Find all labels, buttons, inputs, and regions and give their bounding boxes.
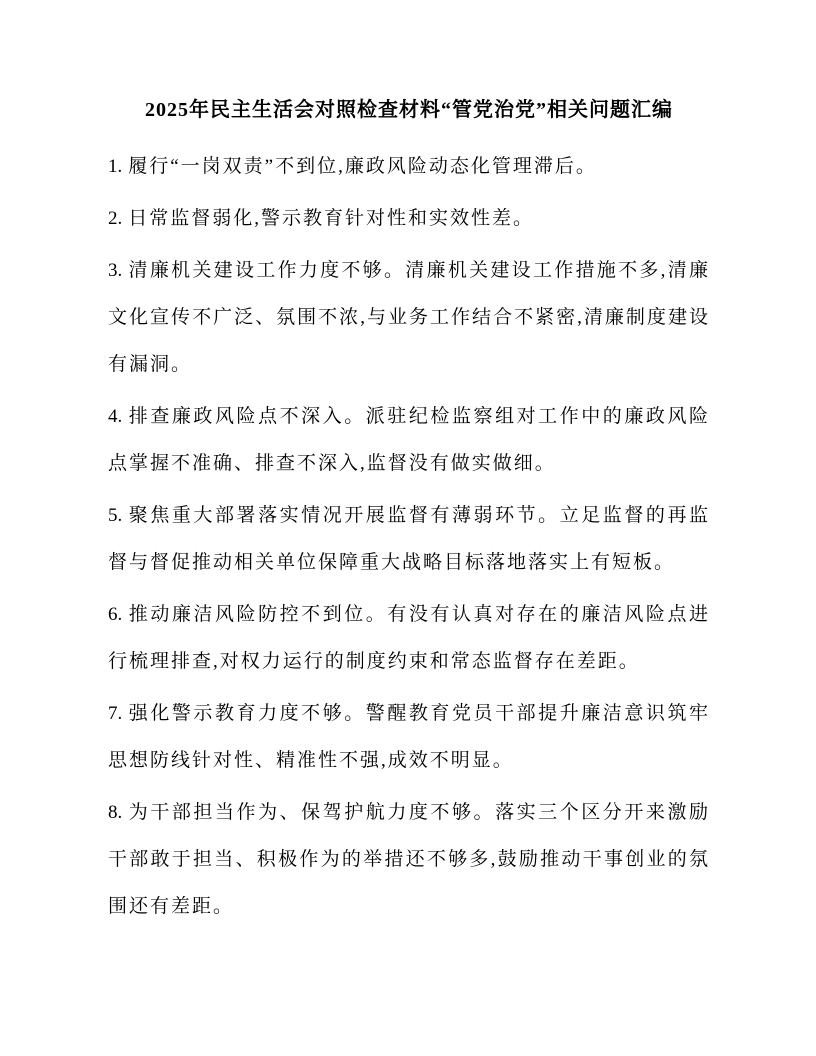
item-number: 2. bbox=[108, 208, 123, 229]
list-item-4 bbox=[108, 393, 710, 487]
item-number: 3. bbox=[108, 260, 123, 281]
item-text: 推动廉洁风险防控不到位。有没有认真对存在的廉洁风险点进行梳理排查,对权力运行的制度约束和常态监督存在差距。 bbox=[108, 604, 710, 672]
list-item-5 bbox=[108, 492, 710, 586]
item-number: 1. bbox=[108, 156, 123, 177]
list-item-2 bbox=[108, 195, 710, 242]
list-item-8 bbox=[108, 789, 710, 930]
item-number: 8. bbox=[108, 802, 123, 823]
list-item-1 bbox=[108, 143, 710, 190]
item-text: 履行“一岗双责”不到位,廉政风险动态化管理滞后。 bbox=[128, 156, 597, 177]
document-title: 2025年民主生活会对照检查材料“管党治党”相关问题汇编 bbox=[145, 99, 673, 121]
item-text: 日常监督弱化,警示教育针对性和实效性差。 bbox=[128, 208, 535, 229]
item-number: 6. bbox=[108, 604, 123, 625]
item-number: 5. bbox=[108, 505, 123, 526]
list-item-7 bbox=[108, 690, 710, 784]
item-text: 聚焦重大部署落实情况开展监督有薄弱环节。立足监督的再监督与督促推动相关单位保障重大战略目标落地落实上有短板。 bbox=[108, 505, 710, 573]
item-text: 排查廉政风险点不深入。派驻纪检监察组对工作中的廉政风险点掌握不准确、排查不深入,监督没有做实做细。 bbox=[108, 406, 710, 474]
item-number: 7. bbox=[108, 703, 123, 724]
item-text: 为干部担当作为、保驾护航力度不够。落实三个区分开来激励干部敢于担当、积极作为的举措还不够多,鼓励推动干事创业的氛围还有差距。 bbox=[108, 802, 710, 917]
list-item-6 bbox=[108, 591, 710, 685]
list-item-3 bbox=[108, 247, 710, 388]
item-number: 4. bbox=[108, 406, 123, 427]
item-text: 清廉机关建设工作力度不够。清廉机关建设工作措施不多,清廉文化宣传不广泛、氛围不浓,与业务工作结合不紧密,清廉制度建设有漏洞。 bbox=[108, 260, 710, 375]
item-text: 强化警示教育力度不够。警醒教育党员干部提升廉洁意识筑牢思想防线针对性、精准性不强,成效不明显。 bbox=[108, 703, 710, 771]
